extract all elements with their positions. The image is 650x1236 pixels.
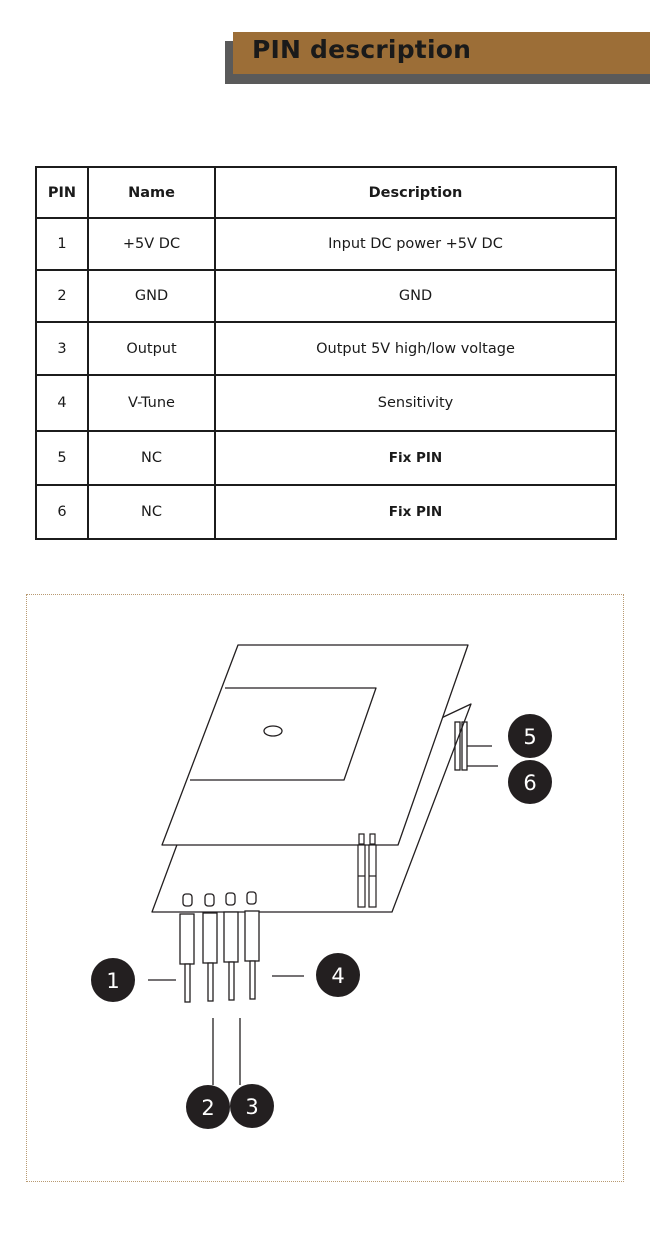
cell-description: Input DC power +5V DC: [215, 218, 616, 270]
sensor-hole: [264, 726, 282, 736]
cell-name: NC: [88, 485, 215, 539]
callout-label-3: 3: [245, 1095, 259, 1119]
callout-label-5: 5: [523, 725, 537, 749]
column-header-name: Name: [88, 167, 215, 218]
cell-description: Sensitivity: [215, 375, 616, 431]
cell-description: Output 5V high/low voltage: [215, 322, 616, 375]
cell-pin: 5: [36, 431, 88, 485]
cell-description: Fix PIN: [215, 485, 616, 539]
cell-pin: 2: [36, 270, 88, 322]
cell-name: NC: [88, 431, 215, 485]
callout-label-4: 4: [331, 964, 345, 988]
cell-pin: 4: [36, 375, 88, 431]
leader-lines: [148, 976, 304, 1085]
callout-label-6: 6: [523, 771, 537, 795]
cell-description: Fix PIN: [215, 431, 616, 485]
callout-label-2: 2: [201, 1096, 215, 1120]
cell-name: Output: [88, 322, 215, 375]
column-header-pin: PIN: [36, 167, 88, 218]
cell-name: V-Tune: [88, 375, 215, 431]
cell-pin: 6: [36, 485, 88, 539]
cell-pin: 1: [36, 218, 88, 270]
side-pins: [455, 722, 498, 770]
cell-name: GND: [88, 270, 215, 322]
callout-label-1: 1: [106, 969, 120, 993]
cell-pin: 3: [36, 322, 88, 375]
cell-description: GND: [215, 270, 616, 322]
cell-name: +5V DC: [88, 218, 215, 270]
column-header-description: Description: [215, 167, 616, 218]
page-title: PIN description: [252, 35, 472, 64]
